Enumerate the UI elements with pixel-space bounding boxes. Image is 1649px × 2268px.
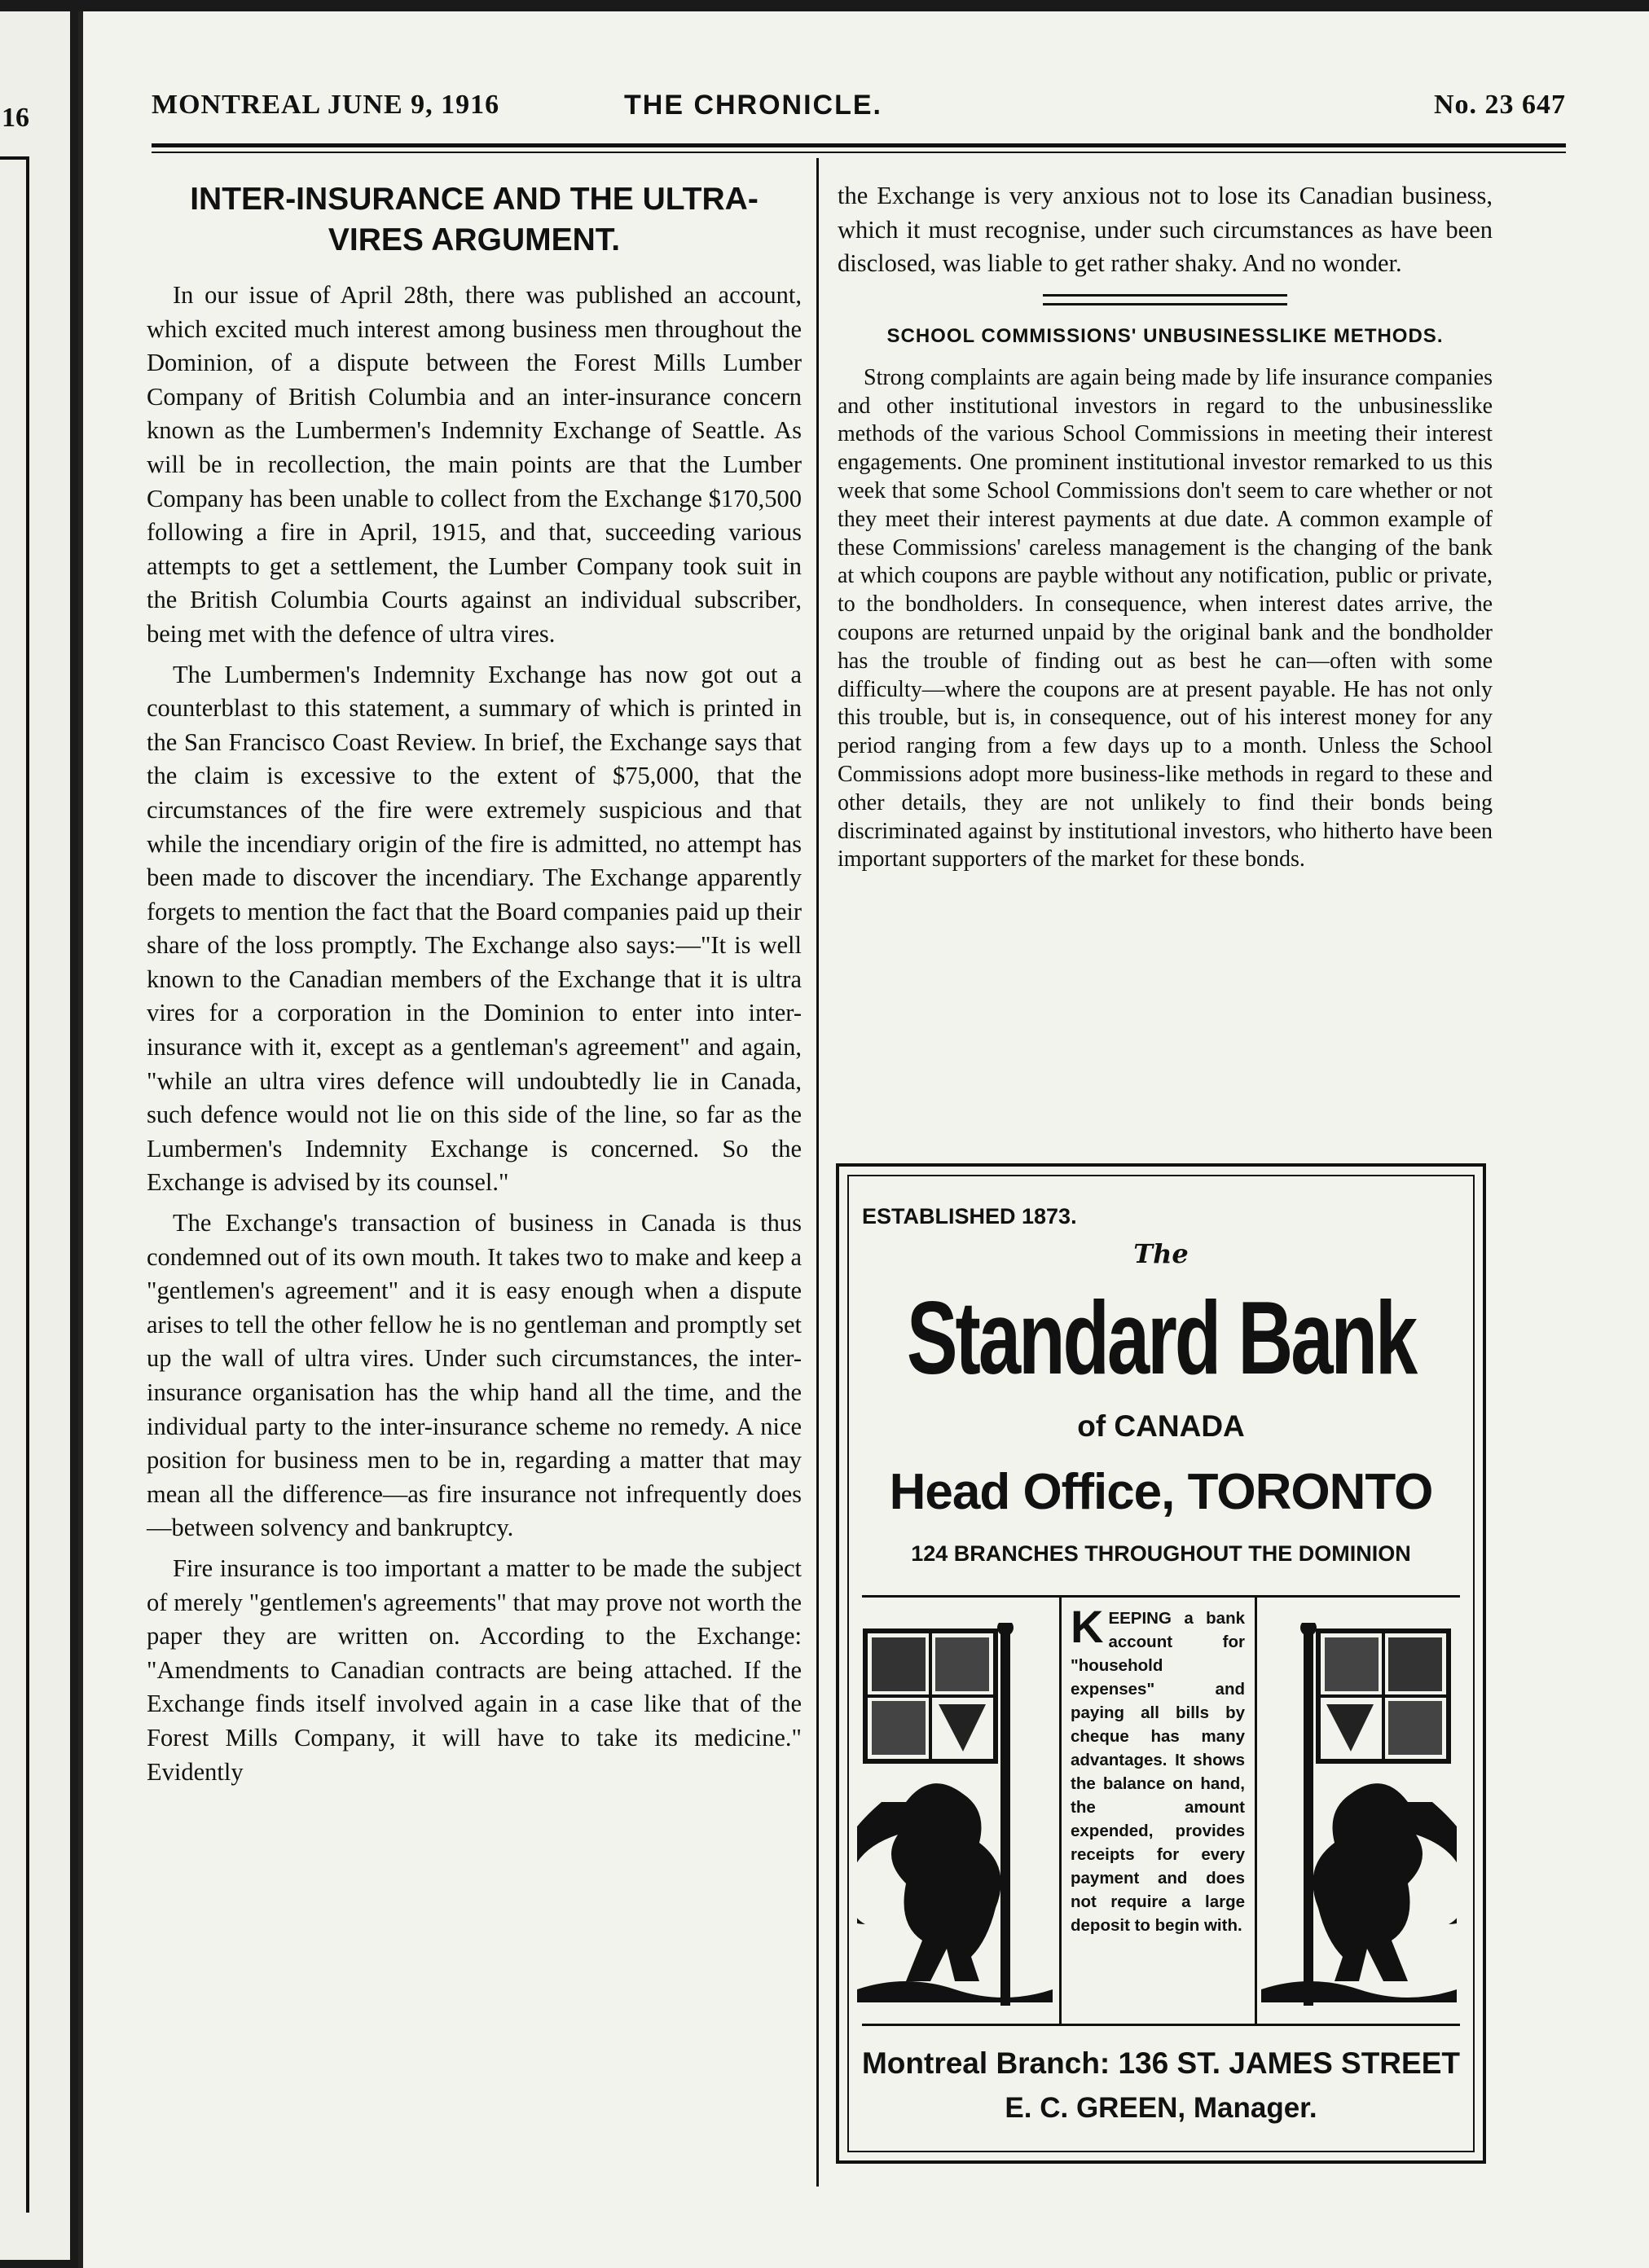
ad-divider-left bbox=[1059, 1598, 1062, 2024]
ad-keeping-text bbox=[1071, 1601, 1245, 1937]
article-subhead: SCHOOL COMMISSIONS' UNBUSINESSLIKE METHODS. bbox=[886, 324, 1444, 347]
left-column bbox=[147, 179, 802, 1796]
ad-montreal-branch: Montreal Branch: 136 ST. JAMES STREET bbox=[861, 2046, 1460, 2080]
ad-head-office: Head Office, TORONTO bbox=[889, 1464, 1433, 1520]
ad-bank-name: Standard Bank bbox=[906, 1280, 1416, 1396]
article-paragraph: Fire insurance is too important a matter to be made the subject of merely "gentlemen's agreements" that may prove not worth the paper they are written on. According to the Exchange: "Amendments to Canadian contracts are being attached. If the Exchange finds itself involved again in a case like that of the Forest Mills Company, it will have to take its medicine." Evidently bbox=[147, 1554, 802, 1786]
header-rule bbox=[152, 143, 1566, 147]
lion-crest-icon bbox=[857, 1623, 1053, 2014]
ad-of-canada: of CANADA bbox=[1077, 1409, 1245, 1443]
header-masthead: THE CHRONICLE. bbox=[624, 90, 882, 121]
section-divider bbox=[1043, 294, 1287, 305]
header-issue-page: No. 23 647 bbox=[1433, 90, 1566, 120]
right-column bbox=[838, 179, 1493, 874]
ad-manager: E. C. GREEN, Manager. bbox=[1005, 2092, 1317, 2124]
lion-crest-icon bbox=[1261, 1623, 1457, 2014]
ad-established: ESTABLISHED 1873. bbox=[862, 1204, 1077, 1228]
header-rule-thin bbox=[152, 152, 1566, 153]
previous-page-border bbox=[0, 156, 29, 2213]
ad-drop-cap: K bbox=[1071, 1601, 1104, 1652]
column-divider bbox=[816, 158, 819, 2187]
ad-divider-right bbox=[1255, 1598, 1257, 2024]
header-dateline: MONTREAL JUNE 9, 1916 bbox=[152, 90, 500, 120]
previous-page-number: 16 bbox=[2, 103, 29, 133]
ad-rule-top bbox=[862, 1595, 1460, 1598]
article-paragraph: In our issue of April 28th, there was published an account, which excited much interest among business men throughout the Dominion, of a dispute between the Forest Mills Lumber Company of British Columbia and an inter-insurance concern known as the Lumbermen's Indemnity Exchange of Seattle. As will be in recollection, the main points are that the Lumber Company has been unable to collect from the Exchange $170,500 following a fire in April, 1915, and that, succeeding various attempts to get a settlement, the Lumber Company took suit in the British Columbia Courts against an individual subscriber, being met with the defence of ultra vires. bbox=[147, 281, 802, 648]
ad-branches: 124 BRANCHES THROUGHOUT THE DOMINION bbox=[911, 1541, 1411, 1566]
article-body: Strong complaints are again being made by life insurance companies and other institutional investors in regard to the unbusinesslike methods of the various School Commissions in meeting their interest engagements. One prominent institutional investor remarked to us this week that some School Commissions don't seem to care whether or not they meet their interest payments at due date. A common example of these Commissions' careless management is the changing of the bank at which coupons are payble without any notification, public or private, to the bondholders. In consequence, when interest dates arrive, the coupons are returned unpaid by the original bank and the bondholder has the trouble of finding out as best he can—often with some difficulty—where the coupons are at present payable. He has not only this trouble, but is, in consequence, out of his interest money for any period ranging from a few days up to a month. Unless the School Commissions adopt more business-like methods in regard to these and other details, they are not unlikely to find their bonds being discriminated against by institutional investors, who hitherto have been important supporters of the market for these bonds. bbox=[838, 364, 1493, 872]
ad-the: The bbox=[1133, 1238, 1189, 1269]
article-continuation: the Exchange is very anxious not to lose its Canadian business, which it must recognise, under such circumstances as have been disclosed, was liable to get rather shaky. And no wonder. bbox=[838, 182, 1493, 278]
newspaper-page bbox=[78, 11, 1649, 2268]
bank-advertisement bbox=[836, 1163, 1486, 2164]
article-headline: INTER-INSURANCE AND THE ULTRA-VIRES ARGUMENT. bbox=[190, 182, 759, 257]
previous-page-margin bbox=[0, 11, 70, 2260]
ad-keeping-body: EEPING a bank account for "household expenses" and paying all bills by cheque has many advantages. It shows the balance on hand, the amount expended, provides receipts for every payment and does not require a large deposit to begin with. bbox=[1071, 1609, 1245, 1935]
article-paragraph: The Exchange's transaction of business in Canada is thus condemned out of its own mouth. It takes two to make and keep a "gentlemen's agreement" and it is easy enough when a dispute arises to tell the other fellow he is no gentleman and promptly set up the wall of ultra vires. Under such circumstances, the inter-insurance organisation has the whip hand all the time, and the individual party to the inter-insurance scheme no remedy. A nice position for business men to be in, regarding a matter that may mean all the difference—as fire insurance not infrequently does—between solvency and bankruptcy. bbox=[147, 1209, 802, 1542]
article-paragraph: The Lumbermen's Indemnity Exchange has now got out a counterblast to this statement, a summary of which is printed in the San Francisco Coast Review. In brief, the Exchange says that the claim is excessive to the extent of $75,000, that the circumstances of the fire were extremely suspicious and that while the incendiary origin of the fire is admitted, no attempt has been made to discover the incendiary. The Exchange apparently forgets to mention the fact that the Board companies paid up their share of the loss promptly. The Exchange also says:—"It is well known to the Canadian members of the Exchange that it is ultra vires for a corporation in the Dominion to enter into inter-insurance with it, except as a gentleman's agreement" and again, "while an ultra vires defence will undoubtedly lie in Canada, such defence would not lie on this side of the line, so far as the Lumbermen's Indemnity Exchange is concerned. So the Exchange is advised by its counsel." bbox=[147, 660, 802, 1197]
ad-rule-bottom bbox=[862, 2024, 1460, 2026]
page-header bbox=[152, 90, 1566, 132]
